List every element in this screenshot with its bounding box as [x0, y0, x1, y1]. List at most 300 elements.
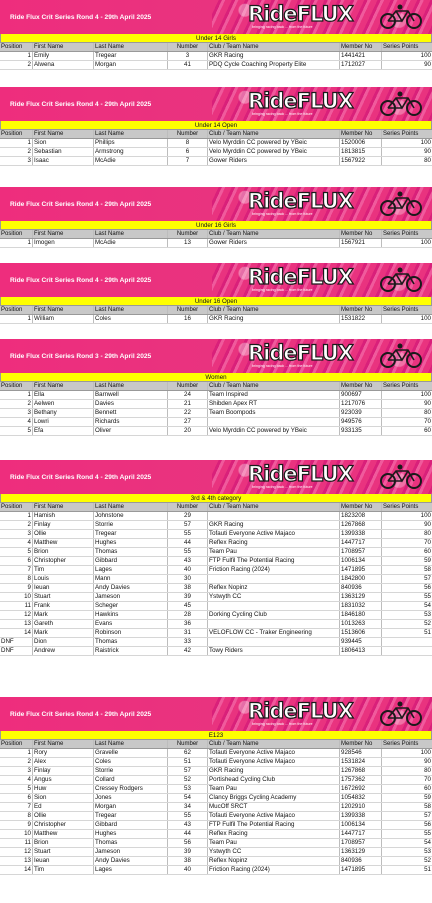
cell-number: 41 — [168, 61, 208, 69]
cell-first-name: Tim — [33, 866, 94, 874]
table-row — [0, 148, 432, 157]
bicycle-icon — [378, 191, 424, 217]
cell-series-points: 53 — [424, 611, 431, 618]
cell-position: 10 — [0, 593, 33, 601]
cell-club-team-name: Reflex Racing — [208, 830, 340, 838]
cell-position: 3 — [0, 157, 33, 165]
cell-number: 29 — [168, 512, 208, 520]
table-row — [0, 139, 432, 148]
cell-series-points: 90 — [424, 521, 431, 528]
cell-member-no: 923039 — [340, 409, 382, 417]
cell-series-points: 100 — [420, 391, 431, 398]
logo-tagline: bringing racing back ... from the future — [252, 25, 313, 29]
cell-position: 2 — [0, 400, 33, 408]
cell-club-team-name: Reflex Racing — [208, 539, 340, 547]
cell-last-name: Hawkins — [94, 611, 168, 619]
table-row — [0, 638, 432, 647]
logo-wordmark: RideFLUX — [248, 2, 353, 26]
cell-last-name: Raistrick — [94, 647, 168, 655]
cell-number: 55 — [168, 530, 208, 538]
table-row — [0, 812, 432, 821]
table-row — [0, 785, 432, 794]
table-header — [0, 503, 432, 512]
cell-club-team-name — [208, 575, 340, 583]
cell-number: 55 — [168, 548, 208, 556]
table-row — [0, 418, 432, 427]
cell-first-name: Louis — [33, 575, 94, 583]
cell-number: 45 — [168, 602, 208, 610]
cell-last-name: Coles — [94, 315, 168, 323]
table-row — [0, 848, 432, 857]
cell-number: 30 — [168, 575, 208, 583]
category-label: Under 16 Girls — [0, 221, 432, 230]
cell-member-no: 1846180 — [340, 611, 382, 619]
event-title: Ride Flux Crit Series Rond 4 - 29th April 2025 — [0, 0, 212, 34]
column-header-position: Position — [0, 43, 33, 51]
cell-last-name: Morgan — [94, 803, 168, 811]
cell-number: 53 — [168, 785, 208, 793]
table-header — [0, 230, 432, 239]
table-row — [0, 767, 432, 776]
results-table-body — [0, 239, 432, 248]
column-header-member-no: Member No — [340, 382, 382, 390]
column-header-position: Position — [0, 382, 33, 390]
results-section — [0, 697, 432, 875]
cell-club-team-name — [208, 602, 340, 610]
category-label: Under 14 Open — [0, 121, 432, 130]
column-header-series-points: Series Points — [383, 307, 419, 313]
cell-member-no: 1471895 — [340, 566, 382, 574]
cell-club-team-name: Tofauti Everyone Active Majaco — [208, 749, 340, 757]
results-table-body — [0, 52, 432, 70]
cell-club-team-name: Shibden Apex RT — [208, 400, 340, 408]
event-title: Ride Flux Crit Series Rond 3 - 29th April 2025 — [0, 339, 212, 373]
cell-last-name: Scheger — [94, 602, 168, 610]
cell-number: 13 — [168, 239, 208, 247]
column-header-member-no: Member No — [340, 503, 382, 511]
cell-series-points: 80 — [424, 157, 431, 164]
ride-flux-logo — [248, 90, 368, 118]
cell-position: 12 — [0, 611, 33, 619]
cell-position: 8 — [0, 575, 33, 583]
column-header-last-name: Last Name — [94, 503, 168, 511]
cell-first-name: Sion — [33, 139, 94, 147]
cell-member-no: 939445 — [340, 638, 382, 646]
cell-series-points: 90 — [424, 148, 431, 155]
table-row — [0, 52, 432, 61]
category-label: Under 16 Open — [0, 297, 432, 306]
cell-position: 6 — [0, 794, 33, 802]
table-row — [0, 315, 432, 324]
cell-series-points: 100 — [420, 139, 431, 146]
cell-series-points: 60 — [424, 785, 431, 792]
cell-last-name: Jameson — [94, 593, 168, 601]
cell-number: 42 — [168, 647, 208, 655]
cell-number: 62 — [168, 749, 208, 757]
cell-series-points: 90 — [424, 758, 431, 765]
cell-first-name: Mark — [33, 629, 94, 637]
logo-wordmark: RideFLUX — [248, 699, 353, 723]
bicycle-icon — [378, 701, 424, 727]
cell-last-name: Lages — [94, 866, 168, 874]
cell-club-team-name: Team Pau — [208, 839, 340, 847]
column-header-first-name: First Name — [33, 43, 94, 51]
cell-last-name: Jones — [94, 794, 168, 802]
cell-member-no: 1531824 — [340, 758, 382, 766]
cell-first-name: Matthew — [33, 539, 94, 547]
results-table-body — [0, 315, 432, 324]
cell-series-points: 60 — [424, 427, 431, 434]
cell-series-points: 53 — [424, 848, 431, 855]
cell-member-no: 1447717 — [340, 539, 382, 547]
event-title: Ride Flux Crit Series Rond 4 - 29th April 2025 — [0, 87, 212, 121]
cell-series-points — [382, 638, 432, 646]
table-row — [0, 539, 432, 548]
cell-member-no: 949576 — [340, 418, 382, 426]
cell-position: 2 — [0, 61, 33, 69]
cell-first-name: Aelwen — [33, 400, 94, 408]
cell-member-no: 1712027 — [340, 61, 382, 69]
column-header-member-no: Member No — [340, 230, 382, 238]
cell-position: 12 — [0, 848, 33, 856]
cell-series-points: 100 — [420, 239, 431, 246]
cell-last-name: Storrie — [94, 767, 168, 775]
cell-club-team-name: Portishead Cycling Club — [208, 776, 340, 784]
cell-series-points: 58 — [424, 566, 431, 573]
cell-member-no: 1363129 — [340, 848, 382, 856]
logo-wordmark: RideFLUX — [248, 265, 353, 289]
cell-first-name: Huw — [33, 785, 94, 793]
cell-number: 57 — [168, 521, 208, 529]
cell-first-name: William — [33, 315, 94, 323]
bicycle-icon — [378, 343, 424, 369]
ride-flux-logo-banner — [212, 187, 432, 221]
cell-series-points: 51 — [424, 866, 431, 873]
cell-position: 4 — [0, 776, 33, 784]
cell-last-name: Hughes — [94, 830, 168, 838]
cell-series-points: 51 — [424, 629, 431, 636]
cell-series-points: 56 — [424, 821, 431, 828]
results-section — [0, 460, 432, 656]
table-row — [0, 821, 432, 830]
category-label: E123 — [0, 731, 432, 740]
table-row — [0, 409, 432, 418]
cell-member-no: 1842800 — [340, 575, 382, 583]
cell-series-points: 55 — [424, 830, 431, 837]
results-section — [0, 0, 432, 70]
cell-series-points: 70 — [424, 418, 431, 425]
column-header-series-points: Series Points — [383, 231, 419, 237]
column-header-last-name: Last Name — [94, 230, 168, 238]
table-header — [0, 306, 432, 315]
cell-member-no: 1363129 — [340, 593, 382, 601]
column-header-club-team-name: Club / Team Name — [208, 230, 340, 238]
event-title: Ride Flux Crit Series Rond 4 - 29th April 2025 — [0, 187, 212, 221]
cell-number: 40 — [168, 566, 208, 574]
cell-number: 24 — [168, 391, 208, 399]
cell-number: 44 — [168, 539, 208, 547]
cell-last-name: Gravelle — [94, 749, 168, 757]
event-banner — [0, 0, 432, 34]
bicycle-icon — [378, 267, 424, 293]
column-header-series-points: Series Points — [383, 741, 419, 747]
cell-last-name: Bennett — [94, 409, 168, 417]
table-row — [0, 239, 432, 248]
logo-tagline: bringing racing back ... from the future — [252, 485, 313, 489]
cell-member-no: 1202910 — [340, 803, 382, 811]
column-header-position: Position — [0, 306, 33, 314]
table-row — [0, 575, 432, 584]
column-header-first-name: First Name — [33, 503, 94, 511]
cell-position: 1 — [0, 512, 33, 520]
results-section — [0, 263, 432, 324]
cell-position: 9 — [0, 584, 33, 592]
column-header-club-team-name: Club / Team Name — [208, 503, 340, 511]
cell-number: 52 — [168, 776, 208, 784]
event-banner — [0, 87, 432, 121]
cell-club-team-name: PDQ Cycle Coaching Property Elite — [208, 61, 340, 69]
cell-position: 1 — [0, 749, 33, 757]
cell-first-name: Gareth — [33, 620, 94, 628]
cell-last-name: Thomas — [94, 548, 168, 556]
cell-member-no: 1757362 — [340, 776, 382, 784]
cell-first-name: Ella — [33, 391, 94, 399]
cell-number: 44 — [168, 830, 208, 838]
ride-flux-logo — [248, 190, 368, 218]
cell-first-name: Finlay — [33, 767, 94, 775]
column-header-last-name: Last Name — [94, 382, 168, 390]
table-row — [0, 857, 432, 866]
cell-club-team-name: Team Pau — [208, 785, 340, 793]
cell-number: 21 — [168, 400, 208, 408]
ride-flux-logo — [248, 342, 368, 370]
cell-last-name: Barnwell — [94, 391, 168, 399]
cell-member-no: 1399338 — [340, 530, 382, 538]
cell-first-name: Brion — [33, 839, 94, 847]
cell-first-name: Bethany — [33, 409, 94, 417]
logo-tagline: bringing racing back ... from the future — [252, 112, 313, 116]
table-row — [0, 749, 432, 758]
table-header — [0, 130, 432, 139]
table-row — [0, 629, 432, 638]
results-table-body — [0, 391, 432, 436]
cell-position: 6 — [0, 557, 33, 565]
results-table-body — [0, 139, 432, 166]
table-row — [0, 611, 432, 620]
cell-last-name: Coles — [94, 758, 168, 766]
cell-series-points: 55 — [424, 593, 431, 600]
cell-number: 20 — [168, 427, 208, 435]
column-header-number: Number — [168, 503, 208, 511]
cell-member-no: 1708957 — [340, 548, 382, 556]
cell-member-no: 1441421 — [340, 52, 382, 60]
cell-first-name: Mark — [33, 611, 94, 619]
column-header-club-team-name: Club / Team Name — [208, 382, 340, 390]
ride-flux-logo — [248, 463, 368, 491]
cell-last-name: Armstrong — [94, 148, 168, 156]
column-header-position: Position — [0, 230, 33, 238]
cell-club-team-name: Team Pau — [208, 548, 340, 556]
column-header-number: Number — [168, 306, 208, 314]
logo-tagline: bringing racing back ... from the future — [252, 212, 313, 216]
table-row — [0, 557, 432, 566]
cell-club-team-name: Ystwyth CC — [208, 593, 340, 601]
cell-series-points: 59 — [424, 794, 431, 801]
cell-member-no: 1831032 — [340, 602, 382, 610]
cell-club-team-name: Towy Riders — [208, 647, 340, 655]
cell-first-name: Andrew — [33, 647, 94, 655]
cell-position: 8 — [0, 812, 33, 820]
logo-wordmark: RideFLUX — [248, 341, 353, 365]
cell-number: 22 — [168, 409, 208, 417]
cell-first-name: Efa — [33, 427, 94, 435]
cell-position: 7 — [0, 803, 33, 811]
cell-position: 1 — [0, 391, 33, 399]
table-row — [0, 521, 432, 530]
cell-position: 10 — [0, 830, 33, 838]
cell-series-points: 90 — [424, 400, 431, 407]
cell-number: 38 — [168, 584, 208, 592]
cell-last-name: Gibbard — [94, 557, 168, 565]
cell-series-points: 100 — [420, 512, 431, 519]
cell-club-team-name — [208, 512, 340, 520]
table-row — [0, 758, 432, 767]
column-header-position: Position — [0, 503, 33, 511]
table-row — [0, 584, 432, 593]
cell-member-no: 1267868 — [340, 521, 382, 529]
cell-series-points: 60 — [424, 548, 431, 555]
cell-last-name: Morgan — [94, 61, 168, 69]
category-label: 3rd & 4th category — [0, 494, 432, 503]
cell-series-points: 100 — [420, 749, 431, 756]
cell-member-no: 1813815 — [340, 148, 382, 156]
cell-number: 8 — [168, 139, 208, 147]
cell-last-name: Thomas — [94, 638, 168, 646]
cell-club-team-name: FTP Fulfil The Potential Racing — [208, 821, 340, 829]
cell-club-team-name: Tofauti Everyone Active Majaco — [208, 758, 340, 766]
cell-first-name: Lowri — [33, 418, 94, 426]
cell-position: 2 — [0, 148, 33, 156]
cell-series-points: 54 — [424, 839, 431, 846]
cell-last-name: Jameson — [94, 848, 168, 856]
cell-position: 1 — [0, 315, 33, 323]
cell-last-name: Robinson — [94, 629, 168, 637]
cell-last-name: Davies — [94, 400, 168, 408]
cell-member-no: 1471895 — [340, 866, 382, 874]
cell-member-no: 1217076 — [340, 400, 382, 408]
ride-flux-logo-banner — [212, 87, 432, 121]
cell-number: 38 — [168, 857, 208, 865]
cell-position: 14 — [0, 866, 33, 874]
ride-flux-logo — [248, 700, 368, 728]
cell-first-name: Ollie — [33, 812, 94, 820]
results-section — [0, 339, 432, 436]
results-section — [0, 87, 432, 166]
results-table-body — [0, 512, 432, 656]
cell-series-points: 70 — [424, 776, 431, 783]
cell-number: 6 — [168, 148, 208, 156]
logo-wordmark: RideFLUX — [248, 89, 353, 113]
cell-number: 51 — [168, 758, 208, 766]
cell-number: 7 — [168, 157, 208, 165]
cell-first-name: Hamish — [33, 512, 94, 520]
cell-member-no: 1513606 — [340, 629, 382, 637]
table-row — [0, 427, 432, 436]
cell-number: 39 — [168, 848, 208, 856]
column-header-member-no: Member No — [340, 130, 382, 138]
bicycle-icon — [378, 464, 424, 490]
ride-flux-logo — [248, 3, 368, 31]
cell-first-name: Alex — [33, 758, 94, 766]
table-header — [0, 382, 432, 391]
cell-club-team-name: MucOff SRCT — [208, 803, 340, 811]
cell-member-no: 1447717 — [340, 830, 382, 838]
cell-number: 43 — [168, 821, 208, 829]
cell-series-points: 59 — [424, 557, 431, 564]
ride-flux-logo-banner — [212, 697, 432, 731]
cell-series-points: 80 — [424, 767, 431, 774]
ride-flux-logo-banner — [212, 0, 432, 34]
cell-first-name: Rory — [33, 749, 94, 757]
table-row — [0, 400, 432, 409]
logo-wordmark: RideFLUX — [248, 189, 353, 213]
table-row — [0, 647, 432, 656]
cell-last-name: Storrie — [94, 521, 168, 529]
column-header-first-name: First Name — [33, 740, 94, 748]
column-header-member-no: Member No — [340, 43, 382, 51]
cell-member-no: 933135 — [340, 427, 382, 435]
cell-last-name: Lages — [94, 566, 168, 574]
cell-club-team-name: Gower Riders — [208, 239, 340, 247]
table-row — [0, 548, 432, 557]
cell-number: 39 — [168, 593, 208, 601]
cell-number: 3 — [168, 52, 208, 60]
cell-first-name: Tim — [33, 566, 94, 574]
cell-number: 43 — [168, 557, 208, 565]
cell-first-name: Imogen — [33, 239, 94, 247]
table-row — [0, 512, 432, 521]
ride-flux-logo — [248, 266, 368, 294]
cell-position: 4 — [0, 539, 33, 547]
cell-position: 1 — [0, 239, 33, 247]
cell-series-points: 57 — [424, 812, 431, 819]
cell-member-no: 900697 — [340, 391, 382, 399]
cell-series-points: 80 — [424, 409, 431, 416]
table-row — [0, 794, 432, 803]
cell-position: 14 — [0, 629, 33, 637]
column-header-first-name: First Name — [33, 382, 94, 390]
cell-series-points: 54 — [424, 602, 431, 609]
cell-last-name: Cressey Rodgers — [94, 785, 168, 793]
table-row — [0, 566, 432, 575]
column-header-first-name: First Name — [33, 306, 94, 314]
cell-member-no: 1013263 — [340, 620, 382, 628]
cell-number: 55 — [168, 812, 208, 820]
cell-position: 1 — [0, 52, 33, 60]
table-row — [0, 866, 432, 875]
table-row — [0, 803, 432, 812]
cell-position: 5 — [0, 785, 33, 793]
cell-member-no: 1054832 — [340, 794, 382, 802]
column-header-number: Number — [168, 740, 208, 748]
results-table-body — [0, 749, 432, 875]
cell-position: 4 — [0, 418, 33, 426]
category-label: Women — [0, 373, 432, 382]
column-header-club-team-name: Club / Team Name — [208, 306, 340, 314]
event-banner — [0, 460, 432, 494]
logo-wordmark: RideFLUX — [248, 462, 353, 486]
event-banner — [0, 263, 432, 297]
